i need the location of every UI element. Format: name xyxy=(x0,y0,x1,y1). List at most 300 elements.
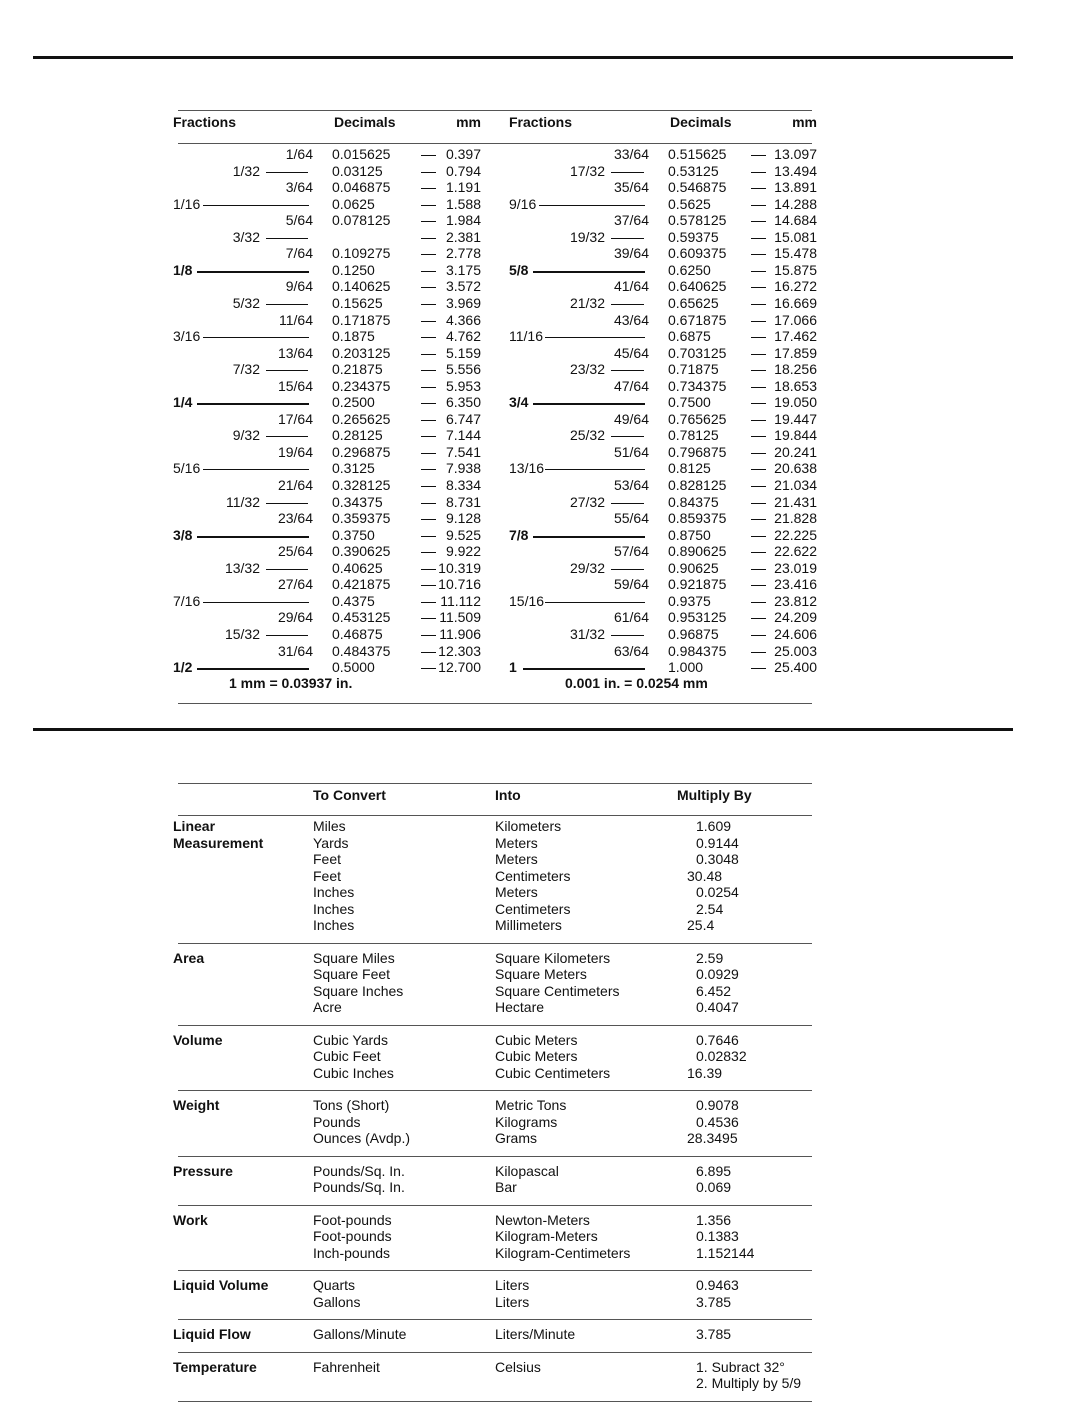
mm-value: 23.812 xyxy=(774,592,817,609)
fraction-label: 19/64 xyxy=(277,443,313,460)
fraction-leader-line xyxy=(611,370,644,371)
decimal-value: 0.03125 xyxy=(332,162,383,179)
decimal-value: 0.234375 xyxy=(332,377,391,394)
convert-into: Meters xyxy=(495,884,538,900)
decimal-value: 0.2500 xyxy=(332,394,375,411)
fraction-label: 1/4 xyxy=(173,394,193,411)
table-top-rule xyxy=(178,783,812,784)
fraction-label: 47/64 xyxy=(613,377,649,394)
fraction-leader-line xyxy=(203,469,309,470)
convert-into: Cubic Meters xyxy=(495,1031,578,1048)
mm-dash xyxy=(751,453,766,454)
convert-from: Cubic Inches xyxy=(313,1064,394,1081)
fraction-leader-line xyxy=(545,337,645,338)
decimal-value: 0.359375 xyxy=(332,510,391,527)
fraction-leader-line xyxy=(611,635,644,636)
fraction-label: 29/64 xyxy=(277,609,313,626)
multiply-factor: 30.48 xyxy=(687,867,723,884)
header-decimals: Decimals xyxy=(670,114,732,130)
mm-value: 11.906 xyxy=(439,625,481,642)
fraction-label: 51/64 xyxy=(613,443,649,460)
mm-dash xyxy=(751,370,766,371)
mm-value: 15.478 xyxy=(774,245,817,262)
fraction-label: 7/8 xyxy=(509,526,529,543)
fraction-label: 13/64 xyxy=(277,344,313,361)
fraction-label: 9/64 xyxy=(285,278,313,295)
fraction-label: 23/64 xyxy=(277,510,313,527)
mm-value: 2.381 xyxy=(445,228,481,245)
mm-value: 16.669 xyxy=(774,294,817,311)
decimal-value: 0.21875 xyxy=(332,361,383,378)
mm-value: 23.416 xyxy=(774,576,817,593)
convert-into: Cubic Meters xyxy=(495,1048,578,1064)
decimal-value: 0.6875 xyxy=(668,328,711,345)
fraction-leader-line xyxy=(197,271,309,273)
header-multiply-by: Multiply By xyxy=(677,787,752,803)
mm-dash xyxy=(751,519,766,520)
category-label: Pressure xyxy=(173,1162,233,1179)
convert-from: Foot-pounds xyxy=(313,1211,392,1228)
multiply-factor: 0.9463 xyxy=(696,1277,739,1293)
mm-value: 0.397 xyxy=(445,146,481,162)
multiply-factor: 2.54 xyxy=(696,900,724,917)
fraction-label: 53/64 xyxy=(613,477,649,493)
decimal-value: 0.5625 xyxy=(668,195,711,212)
group-divider-rule xyxy=(178,1319,812,1320)
decimal-value: 0.390625 xyxy=(332,543,391,560)
convert-from: Inches xyxy=(313,900,355,917)
mm-dash xyxy=(751,486,766,487)
fraction-label: 39/64 xyxy=(613,245,649,262)
fraction-leader-line xyxy=(197,668,309,670)
table-bottom-rule xyxy=(178,703,812,704)
mm-value: 9.525 xyxy=(445,526,481,543)
decimal-value: 0.859375 xyxy=(668,510,727,527)
multiply-factor: 0.9144 xyxy=(696,834,739,851)
fraction-leader-line xyxy=(611,569,644,570)
fraction-label: 57/64 xyxy=(613,543,649,560)
mm-value: 2.778 xyxy=(445,245,481,262)
mm-dash xyxy=(751,403,766,404)
mm-value: 24.209 xyxy=(774,609,817,626)
fraction-label: 27/64 xyxy=(277,576,313,593)
mm-value: 3.572 xyxy=(445,278,481,295)
convert-into: Square Meters xyxy=(495,966,587,982)
fraction-label: 27/32 xyxy=(569,493,605,510)
decimal-value: 1.000 xyxy=(668,659,704,676)
mm-dash xyxy=(751,585,766,586)
mm-value: 10.716 xyxy=(438,576,481,593)
decimal-value: 0.6250 xyxy=(668,261,711,278)
mm-value: 6.350 xyxy=(445,394,481,411)
convert-into: Hectare xyxy=(495,999,545,1015)
fraction-label: 55/64 xyxy=(613,510,649,527)
fraction-label: 3/4 xyxy=(509,394,529,411)
decimal-value: 0.59375 xyxy=(668,228,719,245)
fraction-label: 7/16 xyxy=(173,592,201,609)
fraction-leader-line xyxy=(545,469,645,470)
decimal-value: 0.078125 xyxy=(332,212,391,229)
fraction-label: 1/16 xyxy=(173,195,201,212)
decimal-value: 0.453125 xyxy=(332,609,391,626)
fraction-label: 3/8 xyxy=(173,526,193,543)
multiply-factor: 0.1383 xyxy=(696,1228,739,1244)
fraction-leader-line xyxy=(266,172,308,173)
mm-value: 7.541 xyxy=(445,443,481,460)
fraction-label: 21/64 xyxy=(277,477,313,493)
decimal-value: 0.90625 xyxy=(668,559,719,576)
decimal-value: 0.3750 xyxy=(332,526,375,543)
decimal-value: 0.4375 xyxy=(332,592,375,609)
decimal-value: 0.953125 xyxy=(668,609,727,626)
mm-dash xyxy=(751,337,766,338)
multiply-factor: 1.356 xyxy=(696,1211,732,1228)
mm-value: 14.288 xyxy=(774,195,817,212)
group-divider-rule xyxy=(178,1090,812,1091)
decimal-value: 0.96875 xyxy=(668,625,719,642)
multiply-factor: 0.02832 xyxy=(696,1048,747,1064)
fraction-leader-line xyxy=(533,271,645,273)
mm-value: 24.606 xyxy=(774,625,817,642)
mm-dash xyxy=(751,321,766,322)
mm-value: 6.747 xyxy=(445,410,481,427)
fraction-leader-line xyxy=(266,370,308,371)
convert-from: Pounds/Sq. In. xyxy=(313,1162,405,1179)
convert-into: Kilogram-Meters xyxy=(495,1228,598,1244)
convert-into: Kilograms xyxy=(495,1113,558,1130)
multiply-factor: 0.3048 xyxy=(696,851,739,867)
decimal-value: 0.046875 xyxy=(332,179,391,196)
multiply-factor: 0.4536 xyxy=(696,1113,739,1130)
fraction-label: 21/32 xyxy=(569,294,605,311)
fraction-label: 11/64 xyxy=(279,311,313,328)
decimal-value: 0.890625 xyxy=(668,543,727,560)
convert-into: Square Kilometers xyxy=(495,949,611,966)
mm-value: 4.762 xyxy=(445,328,481,345)
mm-dash xyxy=(751,652,766,653)
mm-dash xyxy=(751,205,766,206)
mm-value: 15.875 xyxy=(774,261,817,278)
mm-value: 5.953 xyxy=(445,377,481,394)
header-fractions: Fractions xyxy=(509,114,573,130)
fraction-leader-line xyxy=(611,503,644,504)
mm-value: 13.097 xyxy=(774,146,817,162)
convert-from: Square Inches xyxy=(313,982,404,999)
category-label: Area xyxy=(173,949,205,966)
decimal-value: 0.7500 xyxy=(668,394,711,411)
fraction-label: 1/32 xyxy=(232,162,260,179)
category-label: Weight xyxy=(173,1097,220,1113)
convert-into: Cubic Centimeters xyxy=(495,1064,611,1081)
decimal-value: 0.578125 xyxy=(668,212,727,229)
convert-into: Bar xyxy=(495,1179,517,1195)
convert-from: Gallons xyxy=(313,1293,361,1310)
convert-from: Feet xyxy=(313,851,342,867)
convert-from: Cubic Yards xyxy=(313,1031,388,1048)
fraction-label: 17/64 xyxy=(277,410,313,427)
mm-value: 14.684 xyxy=(774,212,817,229)
fraction-leader-line xyxy=(197,403,309,405)
multiply-factor: 3.785 xyxy=(696,1293,732,1310)
decimal-value: 0.9375 xyxy=(668,592,711,609)
decimal-value: 0.140625 xyxy=(332,278,391,295)
category-label: Work xyxy=(173,1211,208,1228)
decimal-value: 0.984375 xyxy=(668,642,727,659)
mm-value: 22.225 xyxy=(774,526,817,543)
convert-from: Foot-pounds xyxy=(313,1228,392,1244)
mm-value: 8.731 xyxy=(445,493,481,510)
convert-from: Cubic Feet xyxy=(313,1048,381,1064)
mm-value: 25.400 xyxy=(774,659,817,676)
fraction-label: 33/64 xyxy=(613,146,649,162)
fraction-label: 31/64 xyxy=(277,642,313,659)
category-label: Volume xyxy=(173,1031,223,1048)
decimal-value: 0.8125 xyxy=(668,460,711,477)
decimal-value: 0.0625 xyxy=(332,195,375,212)
mm-dash xyxy=(751,503,766,504)
mm-value: 25.003 xyxy=(774,642,817,659)
fraction-leader-line xyxy=(611,172,644,173)
mm-dash xyxy=(751,354,766,355)
mm-dash xyxy=(751,436,766,437)
mm-value: 12.700 xyxy=(438,659,481,676)
fraction-leader-line xyxy=(203,205,309,206)
convert-from: Yards xyxy=(313,834,349,851)
mm-value: 20.241 xyxy=(774,443,817,460)
category-label: Linear xyxy=(173,818,216,834)
mm-dash xyxy=(751,155,766,156)
fraction-leader-line xyxy=(266,503,308,504)
fraction-leader-line xyxy=(611,436,644,437)
fraction-label: 49/64 xyxy=(613,410,649,427)
fraction-label: 43/64 xyxy=(613,311,649,328)
mm-dash xyxy=(751,668,766,669)
decimal-value: 0.203125 xyxy=(332,344,391,361)
convert-into: Metric Tons xyxy=(495,1097,567,1113)
fraction-label: 11/32 xyxy=(226,493,260,510)
fraction-leader-line xyxy=(197,536,309,538)
decimal-value: 0.328125 xyxy=(332,477,391,493)
mm-dash xyxy=(751,287,766,288)
mm-value: 13.891 xyxy=(774,179,817,196)
fraction-label: 61/64 xyxy=(613,609,649,626)
convert-into: Meters xyxy=(495,851,538,867)
middle-rule xyxy=(33,728,1013,731)
mm-value: 1.191 xyxy=(445,179,481,196)
fraction-label: 17/32 xyxy=(569,162,605,179)
group-divider-rule xyxy=(178,1156,812,1157)
multiply-factor: 0.0254 xyxy=(696,884,739,900)
mm-value: 0.794 xyxy=(445,162,481,179)
convert-into: Liters xyxy=(495,1277,530,1293)
decimal-value: 0.71875 xyxy=(668,361,719,378)
fraction-label: 5/64 xyxy=(285,212,313,229)
category-label: Liquid Volume xyxy=(173,1277,269,1293)
convert-from: Miles xyxy=(313,818,346,834)
mm-value: 12.303 xyxy=(438,642,481,659)
fraction-label: 45/64 xyxy=(613,344,649,361)
fraction-label: 1 xyxy=(509,659,517,676)
convert-into: Centimeters xyxy=(495,900,571,917)
fraction-label: 25/64 xyxy=(277,543,313,560)
convert-from: Tons (Short) xyxy=(313,1097,390,1113)
mm-value: 19.447 xyxy=(774,410,817,427)
fraction-label: 15/32 xyxy=(224,625,260,642)
mm-value: 20.638 xyxy=(774,460,817,477)
mm-value: 21.034 xyxy=(774,477,817,493)
fraction-leader-line xyxy=(266,569,308,570)
decimal-value: 0.609375 xyxy=(668,245,727,262)
mm-value: 23.019 xyxy=(774,559,817,576)
multiply-factor: 1. Subract 32° xyxy=(696,1358,785,1375)
mm-dash xyxy=(751,238,766,239)
convert-from: Inches xyxy=(313,917,355,933)
decimal-value: 0.546875 xyxy=(668,179,727,196)
fraction-label: 5/16 xyxy=(173,460,201,477)
mm-value: 7.144 xyxy=(445,427,481,444)
decimal-value: 0.8750 xyxy=(668,526,711,543)
header-mm: mm xyxy=(456,114,481,130)
group-divider-rule xyxy=(178,1205,812,1206)
fraction-label: 35/64 xyxy=(613,179,649,196)
multiply-factor: 2. Multiply by 5/9 xyxy=(696,1375,802,1391)
convert-from: Quarts xyxy=(313,1277,356,1293)
mm-value: 21.431 xyxy=(774,493,817,510)
mm-value: 17.066 xyxy=(774,311,817,328)
fraction-label: 5/8 xyxy=(509,261,529,278)
decimal-value: 0.15625 xyxy=(332,294,383,311)
multiply-factor: 1.609 xyxy=(696,818,732,834)
convert-from: Gallons/Minute xyxy=(313,1326,407,1342)
multiply-factor: 0.069 xyxy=(696,1179,732,1195)
header-mm: mm xyxy=(792,114,817,130)
decimal-value: 0.171875 xyxy=(332,311,391,328)
mm-value: 21.828 xyxy=(774,510,817,527)
group-divider-rule xyxy=(178,1352,812,1353)
fraction-label: 15/64 xyxy=(277,377,313,394)
group-divider-rule xyxy=(178,1270,812,1271)
mm-value: 8.334 xyxy=(445,477,481,493)
convert-from: Pounds/Sq. In. xyxy=(313,1179,405,1195)
mm-value: 5.556 xyxy=(445,361,481,378)
fraction-label: 7/64 xyxy=(285,245,313,262)
decimal-value: 0.734375 xyxy=(668,377,727,394)
group-divider-rule xyxy=(178,943,812,944)
convert-into: Meters xyxy=(495,834,538,851)
convert-into: Square Centimeters xyxy=(495,982,620,999)
decimal-value: 0.1875 xyxy=(332,328,375,345)
decimal-value: 0.796875 xyxy=(668,443,727,460)
fraction-label: 9/16 xyxy=(509,195,537,212)
group-divider-rule xyxy=(178,1025,812,1026)
fraction-label: 29/32 xyxy=(569,559,605,576)
mm-dash xyxy=(751,420,766,421)
mm-dash xyxy=(751,569,766,570)
footnote-in-to-mm: 0.001 in. = 0.0254 mm xyxy=(565,675,708,691)
mm-dash xyxy=(751,271,766,272)
convert-into: Kilometers xyxy=(495,818,562,834)
convert-into: Liters/Minute xyxy=(495,1326,576,1342)
multiply-factor: 16.39 xyxy=(687,1064,723,1081)
decimal-value: 0.703125 xyxy=(668,344,727,361)
mm-value: 11.509 xyxy=(439,609,481,626)
convert-into: Newton-Meters xyxy=(495,1211,590,1228)
decimal-value: 0.109275 xyxy=(332,245,391,262)
table-header-rule xyxy=(178,143,812,144)
header-into: Into xyxy=(495,787,521,803)
mm-value: 3.969 xyxy=(445,294,481,311)
decimal-value: 0.296875 xyxy=(332,443,391,460)
fraction-label: 37/64 xyxy=(613,212,649,229)
mm-value: 7.938 xyxy=(445,460,481,477)
fraction-leader-line xyxy=(266,635,308,636)
mm-value: 22.622 xyxy=(774,543,817,560)
multiply-factor: 6.452 xyxy=(696,982,732,999)
mm-value: 1.984 xyxy=(445,212,481,229)
fraction-leader-line xyxy=(523,668,645,670)
mm-value: 17.462 xyxy=(774,328,817,345)
mm-value: 4.366 xyxy=(445,311,481,328)
decimal-value: 0.265625 xyxy=(332,410,391,427)
top-rule xyxy=(33,56,1013,59)
mm-value: 10.319 xyxy=(438,559,481,576)
fraction-label: 25/32 xyxy=(569,427,605,444)
fraction-label: 3/64 xyxy=(285,179,313,196)
decimal-value: 0.53125 xyxy=(668,162,719,179)
fraction-leader-line xyxy=(533,536,645,538)
decimal-value: 0.1250 xyxy=(332,261,375,278)
convert-from: Square Miles xyxy=(313,949,395,966)
decimal-value: 0.515625 xyxy=(668,146,727,162)
mm-dash xyxy=(751,469,766,470)
multiply-factor: 28.3495 xyxy=(687,1130,738,1146)
fraction-leader-line xyxy=(533,403,645,405)
category-label: Temperature xyxy=(173,1358,257,1375)
decimal-value: 0.828125 xyxy=(668,477,727,493)
decimal-value: 0.921875 xyxy=(668,576,727,593)
multiply-factor: 0.4047 xyxy=(696,999,739,1015)
mm-dash xyxy=(751,188,766,189)
mm-value: 19.844 xyxy=(774,427,817,444)
decimal-value: 0.40625 xyxy=(332,559,383,576)
mm-value: 9.128 xyxy=(445,510,481,527)
convert-into: Kilogram-Centimeters xyxy=(495,1244,631,1261)
fraction-label: 41/64 xyxy=(613,278,649,295)
mm-dash xyxy=(751,552,766,553)
fraction-label: 1/2 xyxy=(173,659,193,676)
fraction-label: 5/32 xyxy=(232,294,260,311)
convert-from: Inch-pounds xyxy=(313,1244,391,1261)
mm-dash xyxy=(751,304,766,305)
decimal-value: 0.5000 xyxy=(332,659,375,676)
fraction-label: 3/32 xyxy=(232,228,260,245)
category-label: Liquid Flow xyxy=(173,1326,251,1342)
convert-into: Grams xyxy=(495,1130,537,1146)
convert-into: Centimeters xyxy=(495,867,571,884)
mm-value: 19.050 xyxy=(774,394,817,411)
decimal-value: 0.671875 xyxy=(668,311,727,328)
fraction-leader-line xyxy=(203,337,309,338)
fraction-leader-line xyxy=(203,602,309,603)
convert-from: Acre xyxy=(313,999,342,1015)
table-top-rule xyxy=(178,110,812,111)
decimal-value: 0.34375 xyxy=(332,493,383,510)
decimal-value: 0.78125 xyxy=(668,427,719,444)
mm-dash xyxy=(751,618,766,619)
fraction-label: 13/32 xyxy=(224,559,260,576)
group-divider-rule xyxy=(178,1401,812,1402)
multiply-factor: 0.7646 xyxy=(696,1031,739,1048)
